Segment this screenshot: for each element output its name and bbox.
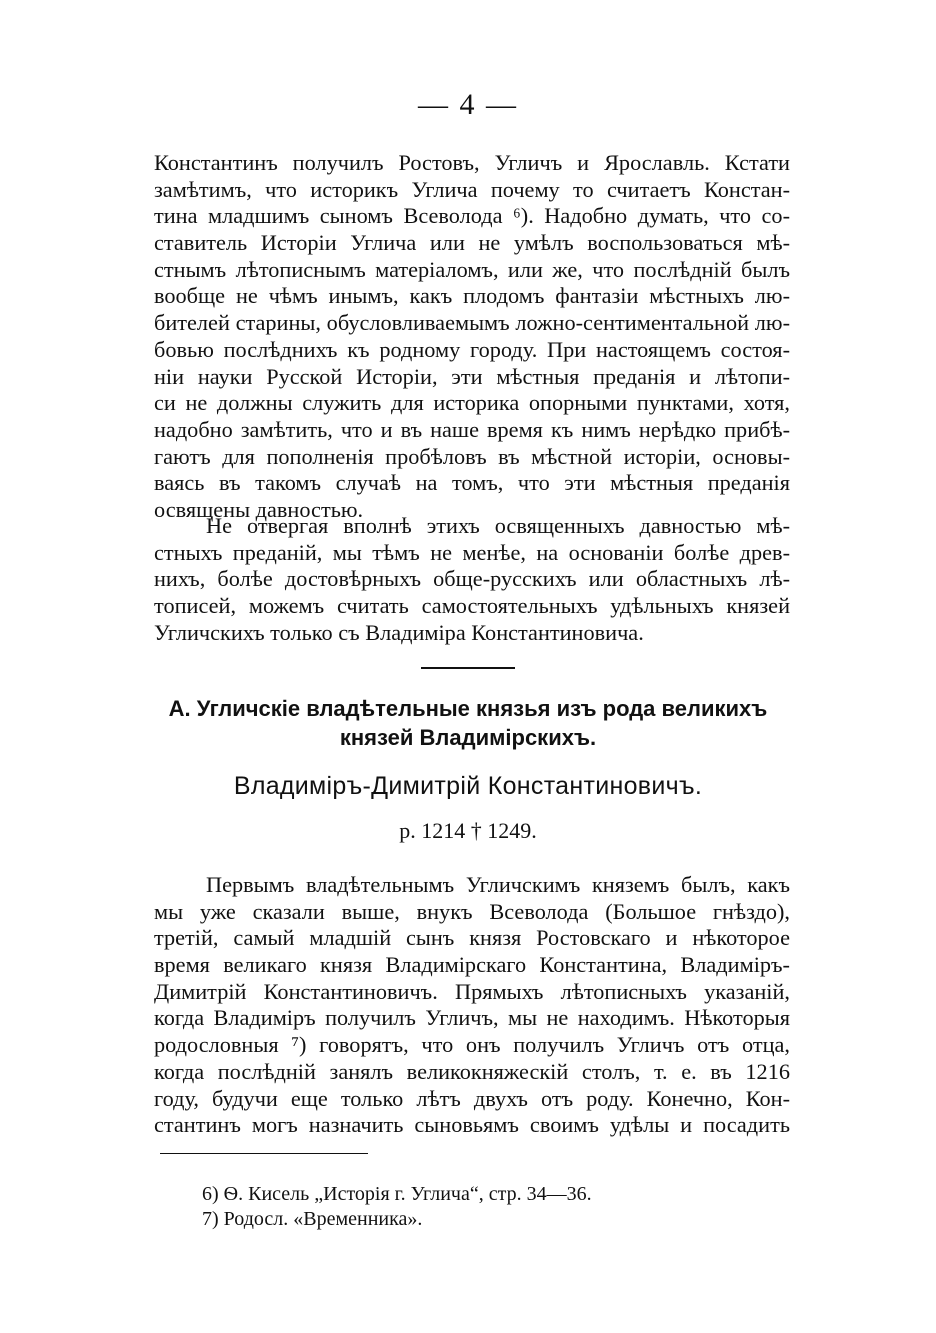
text-line: Не отвергая вполнѣ этихъ освященныхъ давностью мѣ-	[206, 513, 790, 538]
paragraph-1	[154, 150, 790, 524]
footnotes	[202, 1182, 802, 1232]
text-line: тописей, можемъ считать самостоятельныхъ удѣльныхъ князей	[154, 593, 790, 619]
section-heading-line: А. Угличскіе владѣтельные князья изъ рода великихъ	[168, 696, 768, 721]
text-line: освящены давностью.	[154, 496, 364, 522]
text-line: Угличскихъ только съ Владиміра Константиновича.	[154, 619, 644, 645]
text-line: ставитель Исторіи Углича или не умѣлъ воспользоваться мѣ-	[154, 230, 790, 256]
text-line: родословныя ⁷) говорятъ, что онъ получилъ Угличъ отъ отца,	[154, 1032, 790, 1058]
text-line: бовью послѣднихъ къ родному городу. При настоящемъ состоя-	[154, 336, 790, 362]
text-line: когда послѣдній занялъ великокняжескій столъ, т. е. въ 1216	[154, 1058, 790, 1084]
section-divider	[421, 667, 515, 669]
footnote-6: 6) Ѳ. Кисель „Исторія г. Углича“, стр. 34—36.	[202, 1183, 592, 1205]
text-line: Димитрій Константиновичъ. Прямыхъ лѣтописныхъ указаній,	[154, 978, 790, 1004]
life-dates: р. 1214 † 1249.	[399, 818, 537, 843]
section-heading	[140, 694, 796, 752]
text-line: стантинъ могъ назначить сыновьямъ своимъ удѣлы и посадить	[154, 1112, 790, 1138]
text-line: ніи науки Русской Исторіи, эти мѣстныя преданія и лѣтопи-	[154, 363, 790, 389]
text-line: ваясь въ такомъ случаѣ на томъ, что эти мѣстныя преданія	[154, 470, 790, 496]
text-line: гаютъ для пополненія пробѣловъ въ мѣстной исторіи, основы-	[154, 443, 790, 469]
footnote-7: 7) Родосл. «Временника».	[202, 1208, 423, 1230]
paragraph-2	[154, 513, 790, 646]
text-line: время великаго князя Владимірскаго Константина, Владиміръ-	[154, 952, 790, 978]
text-line: вообще не чѣмъ инымъ, какъ плодомъ фантазіи мѣстныхъ лю-	[154, 283, 790, 309]
page-number: — 4 —	[418, 88, 518, 121]
text-line: замѣтимъ, что историкъ Углича почему то считаетъ Констан-	[154, 176, 790, 202]
text-line: третій, самый младшій сынъ князя Ростовскаго и нѣкоторое	[154, 925, 790, 951]
text-line: си не должны служить для историка опорными пунктами, хотя,	[154, 390, 790, 416]
text-line: бителей старины, обусловливаемымъ ложно-сентиментальной лю-	[154, 310, 790, 336]
text-line: нихъ, болѣе достовѣрныхъ обще-русскихъ или областныхъ лѣ-	[154, 566, 790, 592]
text-line: Первымъ владѣтельнымъ Угличскимъ княземъ былъ, какъ	[206, 872, 790, 897]
section-heading-line: князей Владимірскихъ.	[339, 725, 597, 750]
footnote-rule	[160, 1153, 368, 1154]
text-line: стныхъ преданій, мы тѣмъ не менѣе, на основаніи болѣе древ-	[154, 539, 790, 565]
text-line: когда Владиміръ получилъ Угличъ, мы не находимъ. Нѣкоторыя	[154, 1005, 790, 1031]
paragraph-3	[154, 872, 790, 1139]
text-line: тина младшимъ сыномъ Всеволода ⁶). Надобно думать, что со-	[154, 203, 790, 229]
text-line: мы уже сказали выше, внукъ Всеволода (Большое гнѣздо),	[154, 898, 790, 924]
text-line: стнымъ лѣтописнымъ матеріаломъ, или же, что послѣдній былъ	[154, 256, 790, 282]
text-line: надобно замѣтить, что и въ наше время къ нимъ нерѣдко прибѣ-	[154, 416, 790, 442]
text-line: Константинъ получилъ Ростовъ, Угличъ и Ярославль. Кстати	[154, 150, 790, 175]
prince-name: Владиміръ-Димитрій Константиновичъ.	[233, 772, 703, 800]
text-line: году, будучи еще только лѣтъ двухъ отъ роду. Конечно, Кон-	[154, 1085, 790, 1111]
